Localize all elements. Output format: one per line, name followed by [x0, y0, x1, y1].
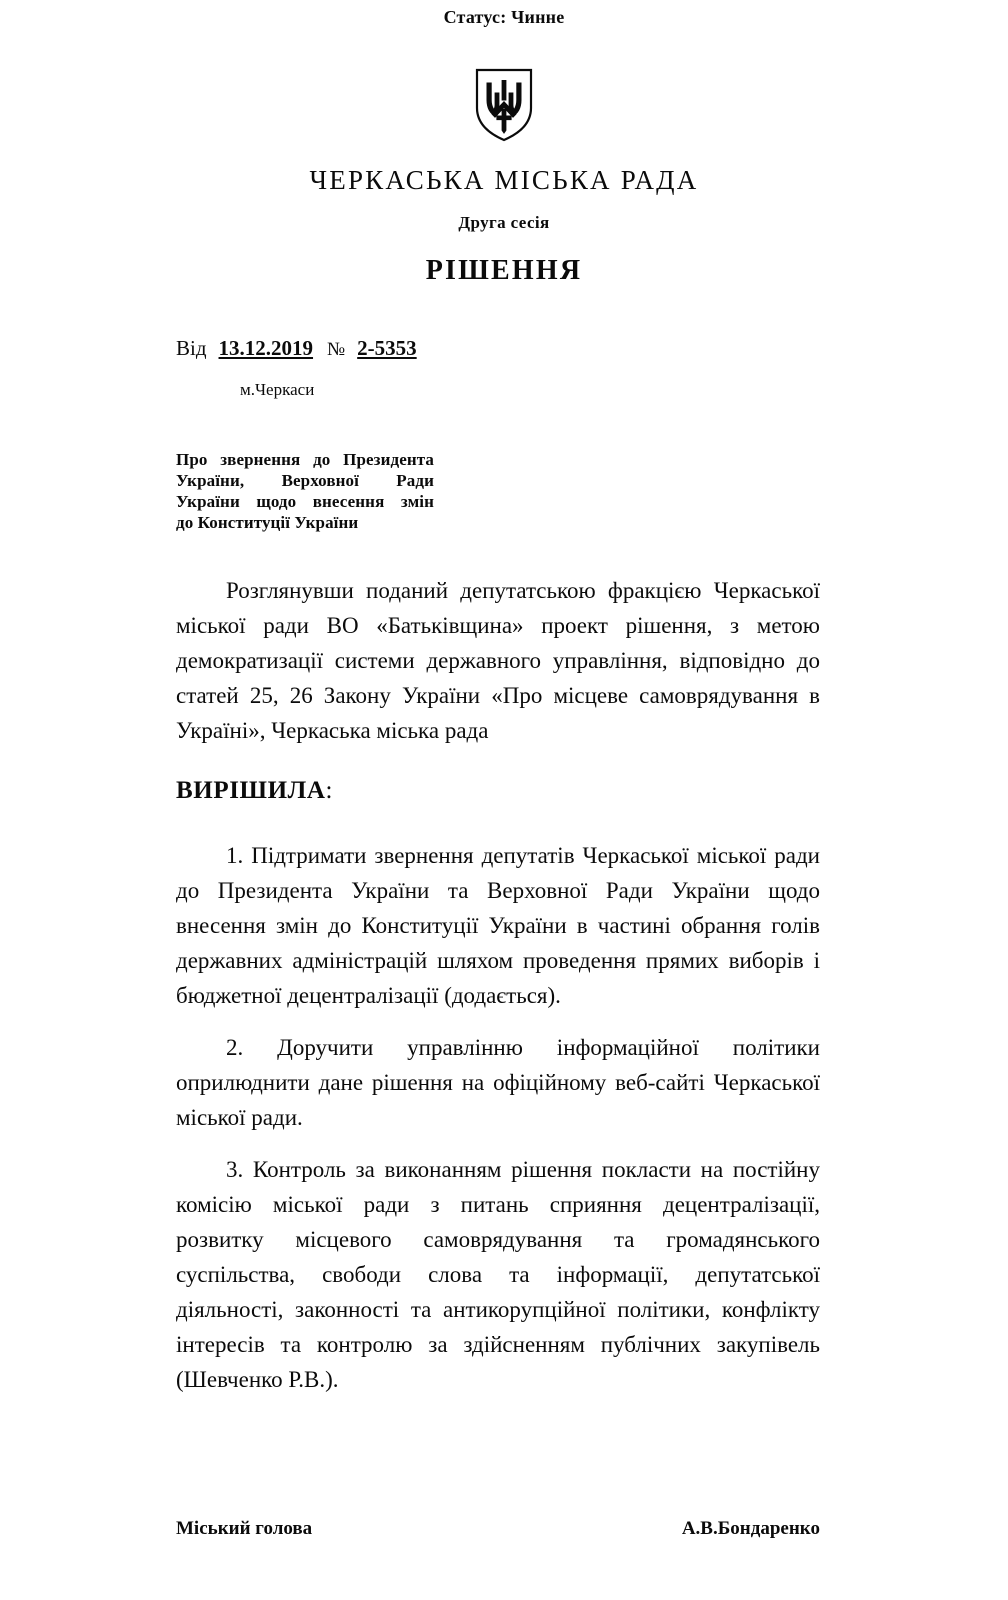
resolved-word: ВИРІШИЛА	[176, 777, 326, 804]
signer-position: Міський голова	[176, 1518, 313, 1539]
document-meta	[0, 335, 1008, 403]
from-label: Від	[176, 336, 207, 360]
resolution-item: 1. Підтримати звернення депутатів Черкаської міської ради до Президента України та Верховної Ради України щодо внесення змін до Конституції України в частині обрання голів державних адміністрацій шляхом проведення прямих виборів і бюджетної децентралізації (додається).	[176, 843, 820, 1008]
subject-line: України щодо внесення змін	[176, 492, 434, 511]
number-sign-label: №	[327, 339, 346, 360]
subject-block	[176, 449, 434, 533]
resolved-colon: :	[325, 777, 333, 804]
document-date: 13.12.2019	[218, 336, 314, 360]
resolution-items	[176, 838, 820, 1397]
session-label: Друга сесія	[458, 213, 550, 232]
date-number-row	[176, 335, 1008, 363]
city-label: м.Черкаси	[240, 380, 315, 399]
council-name: ЧЕРКАСЬКА МІСЬКА РАДА	[309, 165, 699, 195]
signer-name: А.В.Бондаренко	[681, 1518, 820, 1539]
subject-line: Про звернення до Президента	[176, 450, 434, 469]
resolved-heading	[176, 774, 820, 808]
ukraine-trident-coat-of-arms-icon	[474, 68, 534, 142]
status-label: Статус: Чинне	[443, 7, 565, 27]
signature-row	[176, 1518, 820, 1540]
subject-line: до Конституції України	[176, 513, 359, 532]
subject-line: України, Верховної Ради	[176, 471, 434, 490]
preamble-paragraph: Розглянувши поданий депутатською фракцією Черкаської міської ради ВО «Батьківщина» проект рішення, з метою демократизації системи державного управління, відповідно до статей 25, 26 Закону України «Про місцеве самоврядування в Україні», Черкаська міська рада	[176, 578, 820, 743]
document-type-title: РІШЕННЯ	[425, 255, 583, 286]
emblem-container	[0, 68, 1008, 142]
resolution-item: 2. Доручити управлінню інформаційної політики оприлюднити дане рішення на офіційному веб-сайті Черкаської міської ради.	[176, 1035, 820, 1130]
resolution-item: 3. Контроль за виконанням рішення покласти на постійну комісію міської ради з питань сприяння децентралізації, розвитку місцевого самоврядування та громадянського суспільства, свободи слова та інформації, депутатської діяльності, законності та антикорупційної політики, конфлікту інтересів та контролю за здійсненням публічних закупівель (Шевченко Р.В.).	[176, 1157, 820, 1392]
document-body	[176, 573, 820, 1397]
document-number: 2-5353	[357, 336, 417, 360]
